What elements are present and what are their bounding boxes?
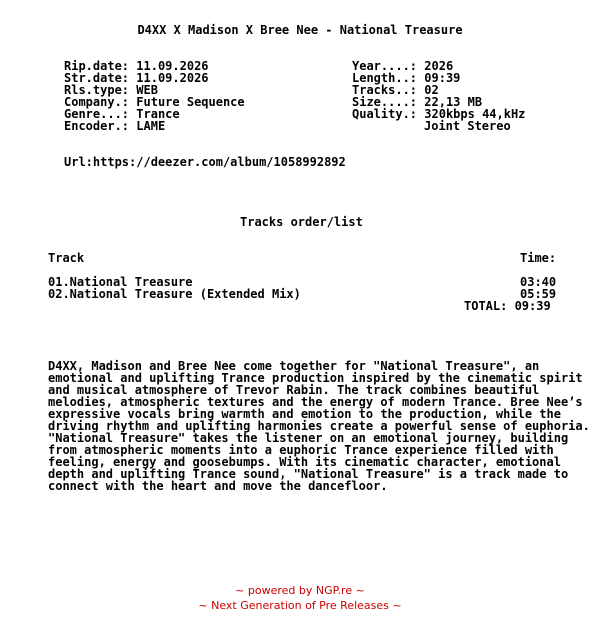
year-value: 2026 (424, 59, 454, 73)
rls-type-label: Rls.type: (64, 83, 130, 97)
tracks-count-value: 02 (424, 83, 439, 97)
total-time: TOTAL: 09:39 (464, 299, 551, 313)
tracks-count-label: Tracks..: (352, 83, 418, 97)
size-label: Size....: (352, 95, 418, 109)
company-value: Future Sequence (136, 95, 245, 109)
encoder-value: LAME (136, 119, 166, 133)
length-value: 09:39 (424, 71, 461, 85)
company-label: Company.: (64, 95, 130, 109)
track-name: 02.National Treasure (Extended Mix) (48, 287, 301, 301)
rls-type-value: WEB (136, 83, 158, 97)
rip-date-value: 11.09.2026 (136, 59, 209, 73)
album-url: Url:https://deezer.com/album/1058992892 (64, 155, 346, 169)
encoder-line (64, 120, 165, 132)
str-date-label: Str.date: (64, 71, 130, 85)
genre-label: Genre...: (64, 107, 130, 121)
track-column-header: Track (48, 251, 85, 265)
release-description: D4XX, Madison and Bree Nee come together for "National Treasure", an emotional and uplifting Trance production inspired by the cinematic spirit and musical atmosphere of Trevor Rabin. The track combines beautiful melodies, atmospheric textures and the energy of modern Trance. Bree Nee’s expressive vocals bring warmth and emotion to the production, while the driving rhythm and uplifting harmonies create a powerful sense of euphoria. "National Treasure" takes the listener on an emotional journey, building from atmospheric moments into a euphoric Trance experience filled with feeling, energy and goosebumps. With its cinematic character, emotional depth and uplifting Trance sound, "National Treasure" is a track made to connect with the heart and move the dancefloor. (48, 359, 590, 493)
year-label: Year....: (352, 59, 418, 73)
genre-value: Trance (136, 107, 180, 121)
length-label: Length..: (352, 71, 418, 85)
size-value: 22,13 MB (424, 95, 483, 109)
track-time: 05:59 (520, 287, 557, 301)
tracks-section-title: Tracks order/list (240, 215, 363, 229)
footer-powered-by: ~ powered by NGP.re ~ (235, 584, 365, 597)
str-date-value: 11.09.2026 (136, 71, 209, 85)
encoder-label: Encoder.: (64, 119, 130, 133)
release-title: D4XX X Madison X Bree Nee - National Treasure (137, 23, 463, 37)
quality-value: 320kbps 44,kHz (424, 107, 526, 121)
time-column-header: Time: (520, 251, 557, 265)
encoder-mode: Joint Stereo (424, 119, 511, 133)
rip-date-label: Rip.date: (64, 59, 130, 73)
footer-tagline: ~ Next Generation of Pre Releases ~ (198, 599, 402, 612)
quality-label: Quality.: (352, 107, 418, 121)
track-time: 03:40 (520, 275, 557, 289)
track-name: 01.National Treasure (48, 275, 193, 289)
